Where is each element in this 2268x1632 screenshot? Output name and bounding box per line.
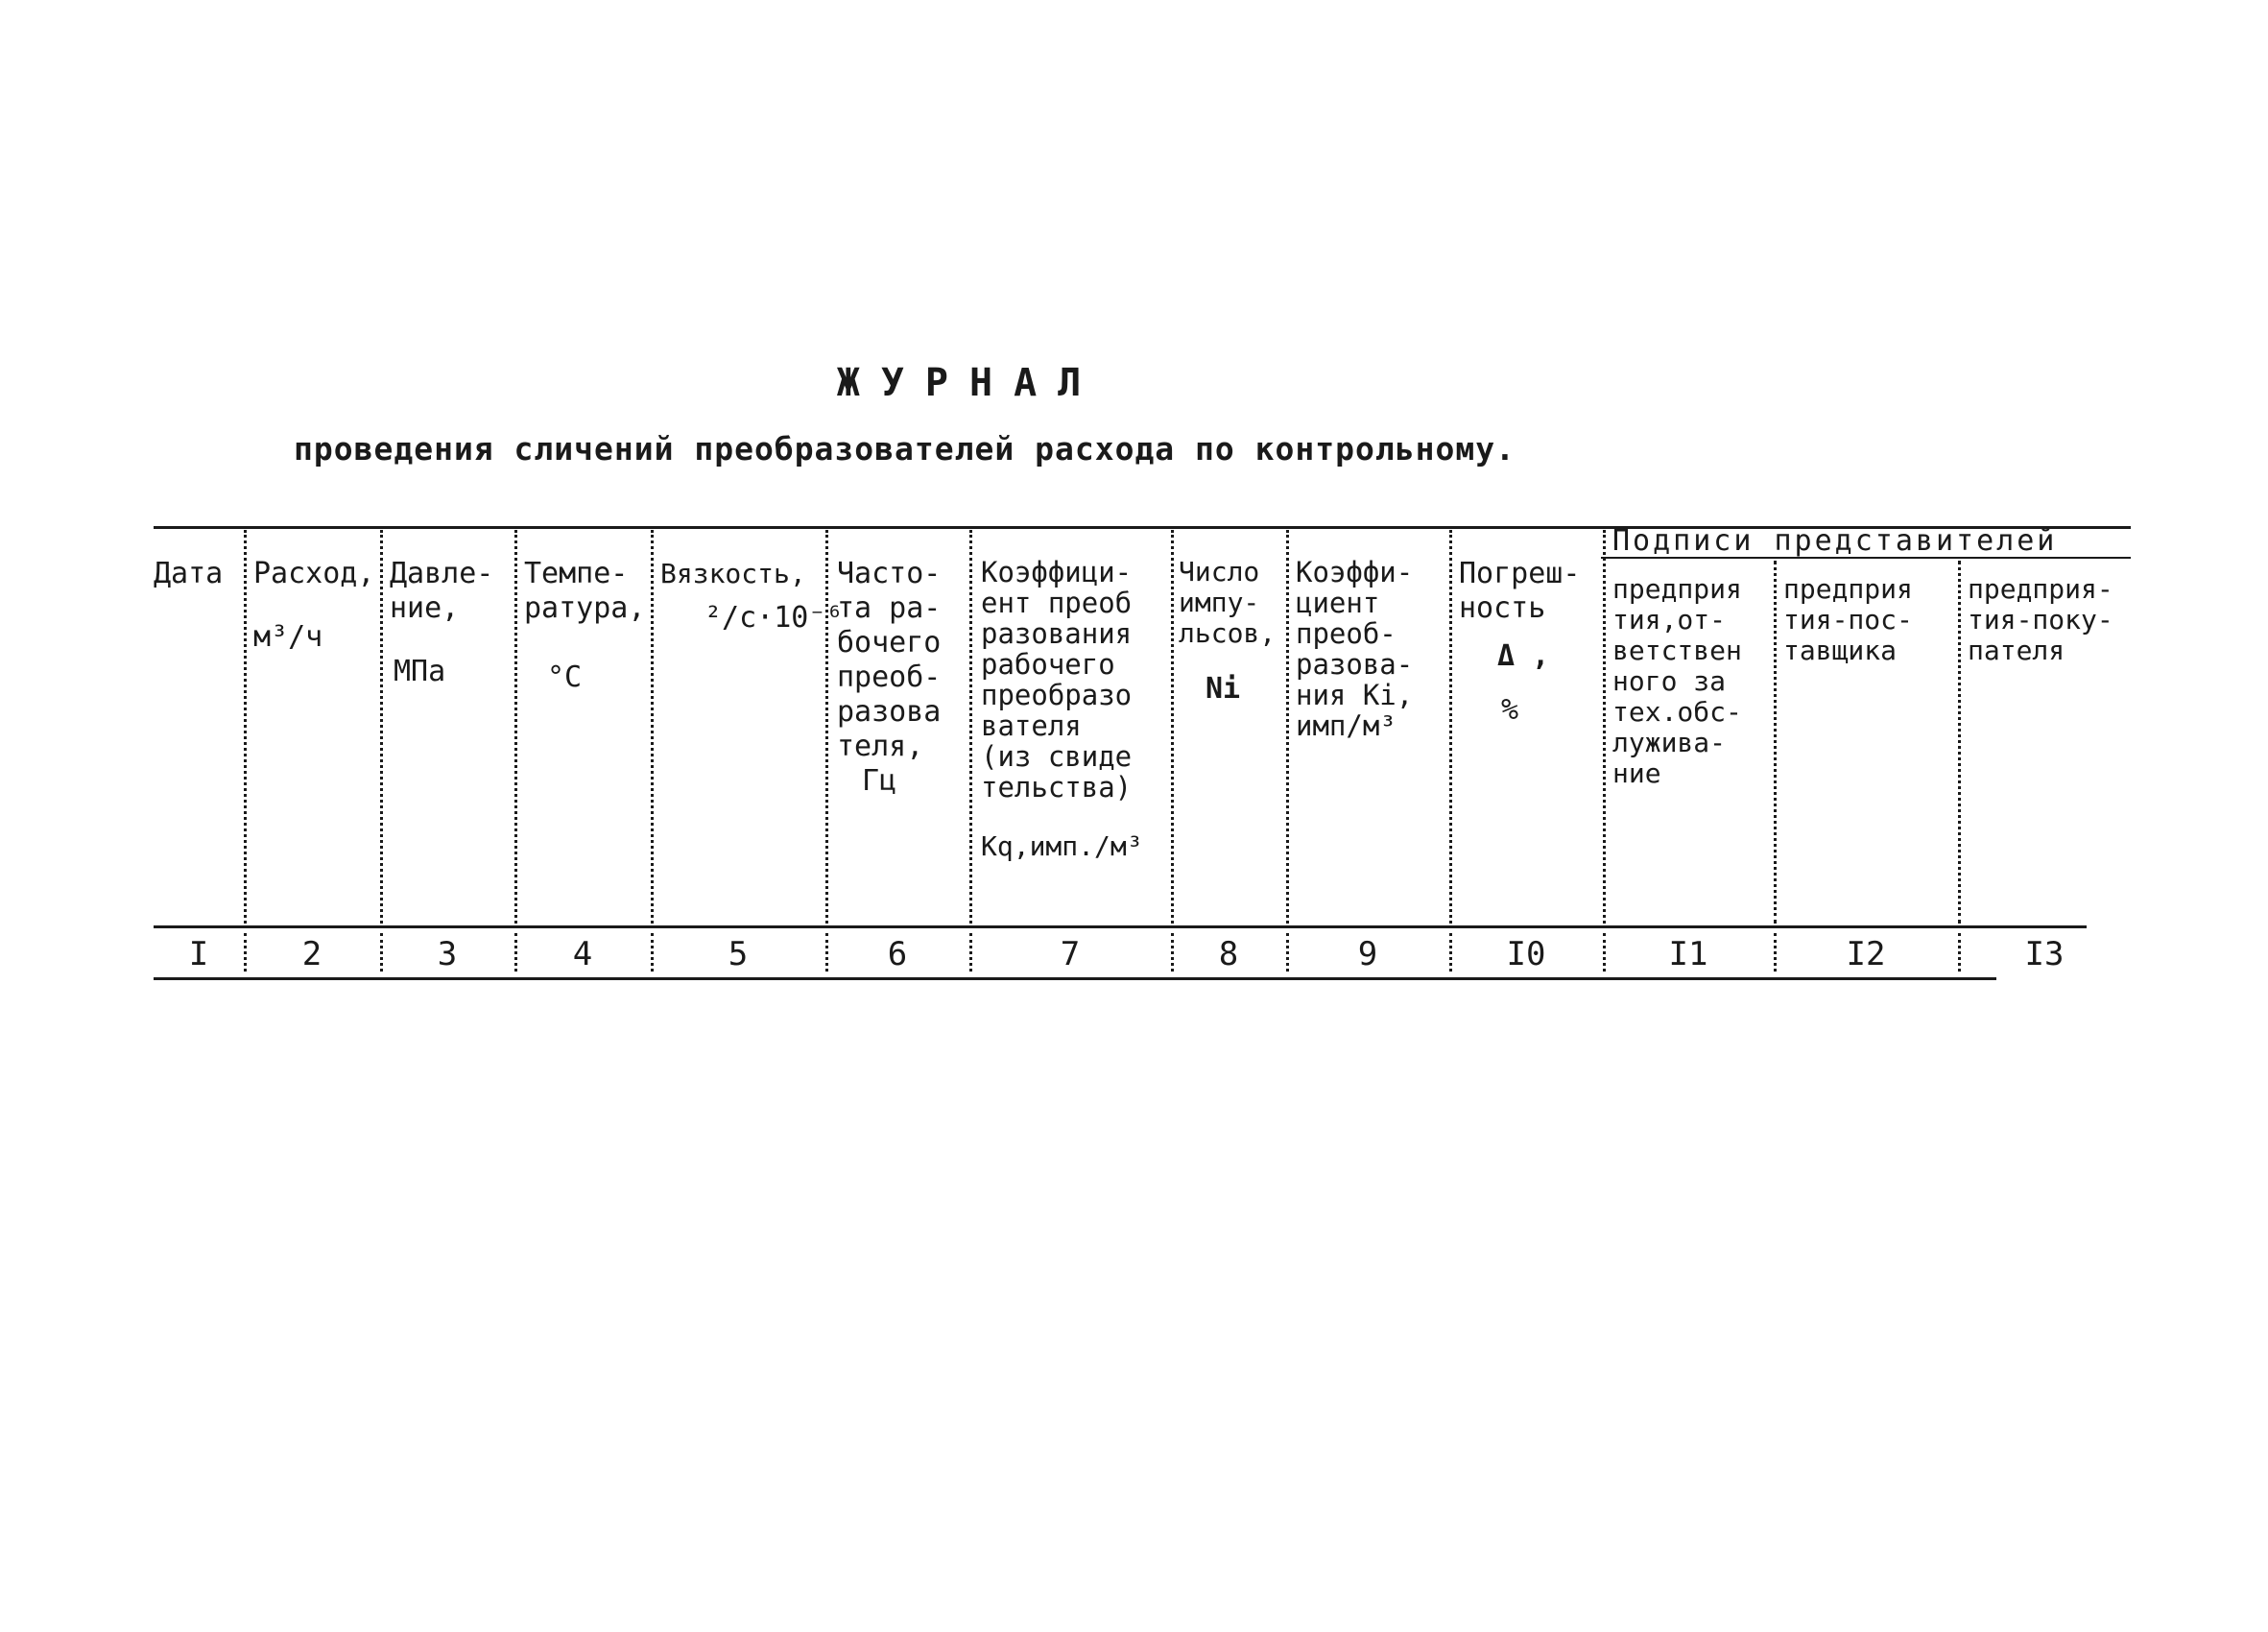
- column-separator: [825, 530, 828, 924]
- col-sign-supplier-header: предприя тия-пос- тавщика: [1783, 573, 1913, 666]
- column-separator: [1449, 530, 1452, 924]
- col-viscosity-unit: ²/с·10⁻⁶: [704, 601, 844, 635]
- number-separator: [651, 933, 654, 972]
- number-separator: [514, 933, 517, 972]
- col-pressure-unit: МПа: [394, 655, 446, 688]
- number-separator: [825, 933, 828, 972]
- number-separator: [1286, 933, 1289, 972]
- col-date-header: Дата: [154, 557, 224, 590]
- col-temperature-header: Темпе- ратура,: [524, 557, 646, 625]
- col-coefficient-kq-unit: Kq,имп./м³: [981, 830, 1143, 862]
- col-number: I: [188, 935, 209, 973]
- signatures-group-header: Подписи представителей: [1612, 524, 2058, 558]
- col-viscosity-header: Вязкость,: [660, 558, 806, 589]
- col-sign-maintenance-header: предприя тия,от- ветствен ного за тех.обс- лужива- ние: [1612, 573, 1742, 789]
- col-pulses-header: Число импу- льсов,: [1179, 556, 1277, 649]
- number-separator: [1958, 933, 1961, 972]
- col-number: 8: [1218, 935, 1239, 973]
- col-pulses-unit: Ni: [1206, 672, 1241, 706]
- number-separator: [380, 933, 383, 972]
- col-coefficient-kq-header: Коэффици- ент преоб разования рабочего преобразо вателя (из свиде тельства): [981, 556, 1133, 804]
- column-separator: [380, 530, 383, 924]
- col-number: 9: [1357, 935, 1378, 973]
- column-separator: [514, 530, 517, 924]
- col-flow-header: Расход,: [253, 557, 375, 590]
- table-bottom-rule: [154, 977, 1996, 980]
- col-temperature-unit: °С: [547, 660, 583, 694]
- header-bottom-rule: [154, 925, 2087, 928]
- column-separator: [244, 530, 247, 924]
- col-number: I0: [1506, 935, 1546, 973]
- number-separator: [1171, 933, 1174, 972]
- document-subtitle: проведения сличений преобразователей расхода по контрольному.: [294, 430, 1516, 468]
- col-number: 7: [1060, 935, 1081, 973]
- col-number: 4: [572, 935, 593, 973]
- col-number: 3: [437, 935, 458, 973]
- col-number: 2: [301, 935, 322, 973]
- col-sign-buyer-header: предприя- тия-поку- пателя: [1968, 573, 2113, 666]
- col-coefficient-ki-header: Коэффи- циент преоб- разова- ния Ki, имп/м³: [1296, 556, 1414, 742]
- number-separator: [244, 933, 247, 972]
- col-frequency-unit: Гц: [862, 764, 897, 798]
- col-error-unit-percent: %: [1501, 693, 1519, 727]
- col-error-unit: Δ ,: [1497, 639, 1550, 673]
- col-number: I2: [1846, 935, 1886, 973]
- col-number: 6: [887, 935, 908, 973]
- number-separator: [1449, 933, 1452, 972]
- col-number: I3: [2024, 935, 2065, 973]
- col-number: I1: [1668, 935, 1708, 973]
- column-separator: [1603, 530, 1606, 924]
- col-number: 5: [728, 935, 749, 973]
- number-separator: [1774, 933, 1777, 972]
- column-separator: [651, 530, 654, 924]
- journal-table: [154, 526, 2131, 987]
- col-frequency-header: Часто- та ра- бочего преоб- разова теля,: [837, 557, 942, 763]
- column-separator: [1286, 530, 1289, 924]
- column-separator: [969, 530, 972, 924]
- column-separator: [1774, 561, 1777, 924]
- col-error-header: Погреш- ность: [1459, 557, 1581, 625]
- number-separator: [1603, 933, 1606, 972]
- col-pressure-header: Давле- ние,: [390, 557, 494, 625]
- column-separator: [1958, 561, 1961, 924]
- column-separator: [1171, 530, 1174, 924]
- document-title: ЖУРНАЛ: [836, 361, 1103, 405]
- col-flow-unit: м³/ч: [253, 620, 323, 654]
- number-separator: [969, 933, 972, 972]
